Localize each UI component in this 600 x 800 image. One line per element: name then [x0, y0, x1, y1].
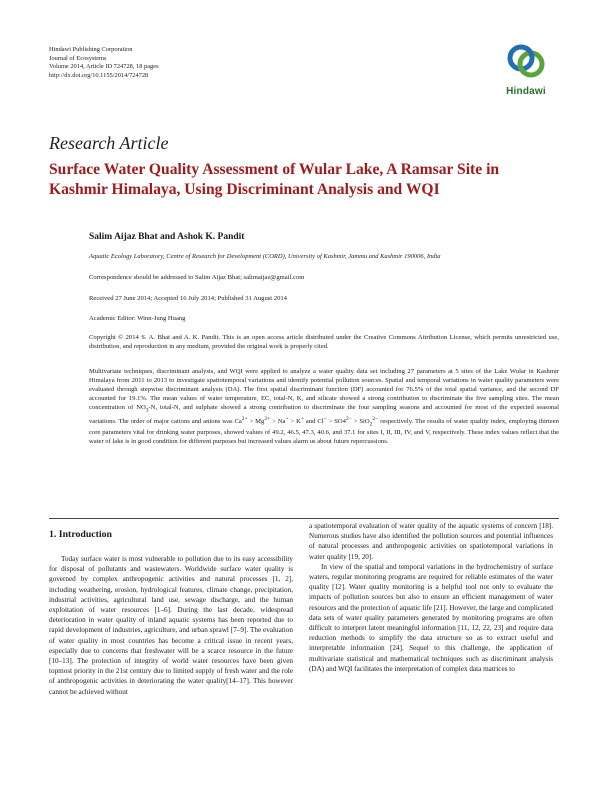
right-column [309, 521, 553, 674]
page-title: Surface Water Quality Assessment of Wular Lake, A Ramsar Site in Kashmir Himalaya, Using Discriminant Analysis and WQI [49, 161, 500, 198]
volume-info: Volume 2014, Article ID 724728, 18 pages [49, 63, 159, 71]
left-column [49, 554, 293, 697]
abstract-text: and Cl [303, 418, 324, 426]
abstract [89, 368, 559, 447]
subscript: 3 [145, 406, 149, 413]
abstract-text: > Mg [247, 418, 265, 426]
abstract-text: > K [288, 418, 301, 426]
superscript: 2− [372, 415, 379, 422]
superscript: + [285, 415, 289, 422]
section-heading: 1. Introduction [49, 529, 112, 540]
abstract-text: > SO4 [326, 418, 346, 426]
body-paragraph: a spatiotemporal evaluation of water quality of the aquatic systems of concern [18]. Numerous studies have also identified the pollution sources and potential influences of natural processes and anthropogenic activities on spatiotemporal variations in water quality [19, 20]. [309, 522, 553, 561]
superscript: 2− [345, 415, 352, 422]
academic-editor: Academic Editor: Winn-Jung Huang [89, 315, 186, 322]
body-paragraph: In view of the spatial and temporal variations in the hydrochemistry of surface waters, regular monitoring programs are required for reliable estimates of the water quality [12]. Water quality monitoring is a helpful tool not only to evaluate the impacts of pollution sources but also to ensure an efficient management of water resources and the protection of aquatic life [21]. However, the large and complicated data sets of water quality parameters generated by monitoring programs are often difficult to interpret latent meaningful information [11, 12, 22, 23] and require data reduction methods to simplify the data structure so as to extract useful and interpretable information [24]. Sequel to this challenge, the application of multivariate statistical and mathematical techniques such as discriminant analysis (DA) and WQI facilitates the interpretation of complex data matrices to [309, 562, 553, 673]
publisher: Hindawi Publishing Corporation [49, 46, 133, 53]
publication-dates: Received 27 June 2014; Accepted 16 July 2014; Published 31 August 2014 [89, 295, 287, 302]
abstract-text: > Na [270, 418, 286, 426]
section-divider [49, 518, 559, 519]
authors: Salim Aijaz Bhat and Ashok K. Pandit [89, 232, 245, 242]
body-paragraph: Today surface water is most vulnerable to pollution due to its easy accessibility for disposal of pollutants and wastewaters. Worldwide surface water quality is governed by complex anthropogenic activities and natural processes [1, 2], including weathering, erosion, hydrological features, climate change, precipitation, industrial activities, agricultural land use, sewage discharge, and the human exploitation of water resources [1–6]. During the last decade, widespread deterioration in water quality of inland aquatic systems has been reported due to rapid development of industries, agriculture, and urban sprawl [7–9]. The evaluation of water quality in most countries has become a critical issue in recent years, especially due to concerns that freshwater will be a scarce resource in the future [10–13]. The protection of integrity of world water resources have been given topmost priority in the 21st century due to limited supply of fresh water and the role of anthropogenic activities in deteriorating the water quality[14–17]. This however cannot be achieved without [49, 555, 293, 696]
journal-header [49, 46, 159, 80]
abstract-text: Multivariate techniques, discriminant analysis, and WQI were applied to analyze a water quality data set including 27 parameters at 5 sites of the Lake Wular in Kashmir Himalaya from 2011 to 2013 to investigate spatiotemporal variations and identify potential pollution sources. Spatial and temporal variations in water quality parameters were evaluated through stepwise discriminant analysis (DA). The first spatial discriminant function (DF) accounted for 76.5% of the total spatial variance, and the second DF accounted for 19.1%. The mean values of water temperature, EC, total-N, K, and silicate showed a strong contribution to discriminate the five sampling sites. The mean concentration of NO [89, 368, 559, 411]
abstract-text: > SiO [351, 418, 370, 426]
hindawi-logo [498, 40, 554, 97]
affiliation: Aquatic Ecology Laboratory, Centre of Research for Development (CORD), University of Kashmir, Jammu and Kashmir 190006, India [89, 253, 441, 260]
article-type: Research Article [49, 133, 169, 153]
correspondence: Correspondence should be addressed to Salim Aijaz Bhat; salimaijaz@gmail.com [89, 274, 305, 281]
abstract-text: respectively. The results of water quality index, employing thirteen core parameters vital for drinking water purposes, showed values of 49.2, 46.5, 47.3, 40.6, and 37.1 for sites I, II, III, IV, and V, respectively. These index values reflect that the water of lake is in good condition for different purposes but increased values alarm us about future repercussions. [89, 418, 559, 446]
superscript: + [300, 415, 304, 422]
superscript: − [323, 415, 327, 422]
hindawi-logo-icon [498, 40, 554, 84]
subscript: 2 [369, 421, 373, 428]
logo-label: Hindawi [506, 86, 546, 97]
superscript: 2+ [241, 415, 248, 422]
journal-name: Journal of Ecosystems [49, 54, 107, 62]
abstract-text: -N, total-N, and sulphate showed a strong contribution to discriminate the four sampling seasons and accounted for most of the expected seasonal variations. The order of major cations and anions was Ca [89, 403, 559, 426]
copyright-notice: Copyright © 2014 S. A. Bhat and A. K. Pandit. This is an open access article distributed under the Creative Commons Attribution License, which permits unrestricted use, distribution, and reproduction in any medium, provided the original work is properly cited. [89, 334, 559, 350]
doi-link[interactable]: http://dx.doi.org/10.1155/2014/724728 [49, 71, 149, 79]
superscript: 2+ [264, 415, 271, 422]
